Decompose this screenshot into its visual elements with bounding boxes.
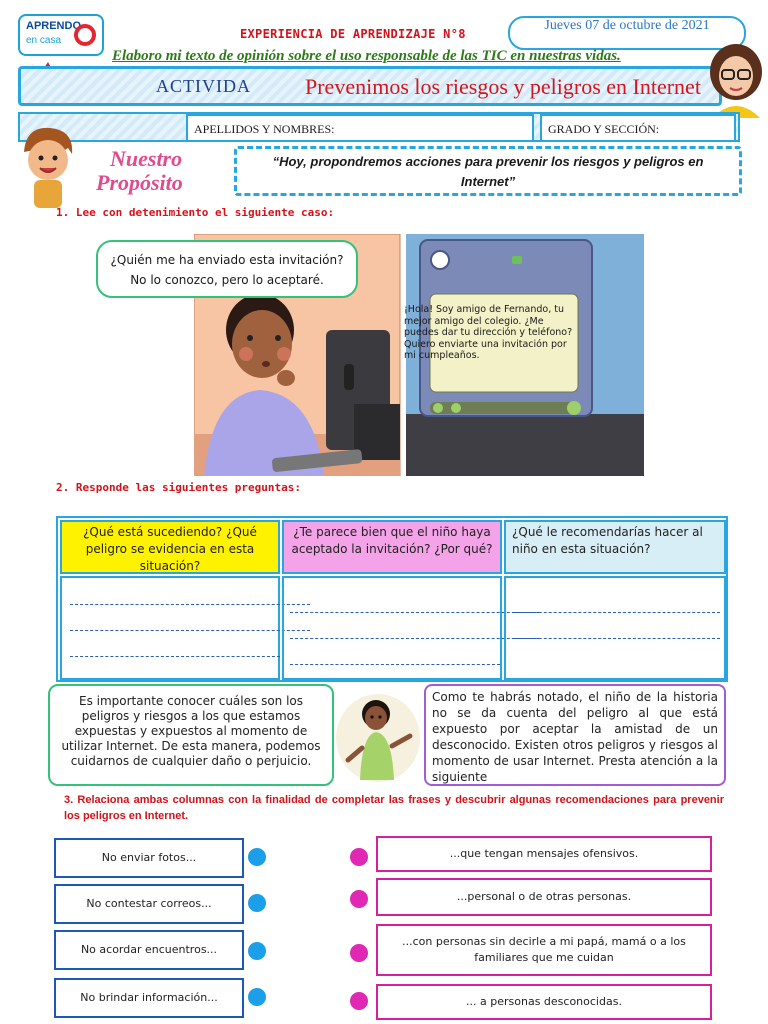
info-box-left: Es importante conocer cuáles son los peligros y riesgos a los que estamos expuestas y expuestos al momento de utilizar Internet. De esta manera, podemos cuidarnos de cualquier daño o perjuicio. bbox=[48, 684, 334, 786]
boy-avatar-icon bbox=[16, 122, 80, 210]
student-name-label: APELLIDOS Y NOMBRES: bbox=[194, 122, 335, 136]
purpose-statement: “Hoy, propondremos acciones para prevenir los riesgos y peligros en Internet” bbox=[234, 146, 742, 196]
speech-line2: No lo conozco, pero lo aceptaré. bbox=[130, 273, 324, 287]
match-dot-right-1[interactable] bbox=[350, 848, 368, 866]
speech-line1: ¿Quién me ha enviado esta invitación? bbox=[110, 253, 344, 267]
grade-section-label: GRADO Y SECCIÓN: bbox=[548, 122, 660, 136]
girl-avatar-icon bbox=[334, 688, 422, 784]
teacher-avatar-icon bbox=[706, 42, 766, 118]
answer-cell-3[interactable] bbox=[504, 576, 726, 680]
match-dot-right-2[interactable] bbox=[350, 890, 368, 908]
logo-swirl-icon bbox=[74, 24, 96, 46]
left-phrase-3: No acordar encuentros... bbox=[54, 930, 244, 970]
aprendo-en-casa-logo bbox=[18, 14, 104, 56]
step3-instruction: 3. Relaciona ambas columnas con la finalidad de completar las frases y descubrir algunas recomendaciones para prevenir los peligros en Internet. bbox=[64, 794, 724, 822]
left-phrase-4: No brindar información... bbox=[54, 978, 244, 1018]
purpose-title-line2: Propósito bbox=[96, 170, 183, 195]
answer-cell-1[interactable] bbox=[60, 576, 280, 680]
left-phrase-1: No enviar fotos... bbox=[54, 838, 244, 878]
questions-table bbox=[56, 516, 728, 682]
right-phrase-4: ... a personas desconocidas. bbox=[376, 984, 712, 1020]
chat-message: ¡Hola! Soy amigo de Fernando, tu mejor amigo del colegio. ¿Me puedes dar tu dirección y teléfono? Quiero enviarte una invitación por mi cumpleaños. bbox=[404, 304, 573, 361]
experience-title: EXPERIENCIA DE APRENDIZAJE N°8 bbox=[240, 27, 466, 41]
match-dot-left-4[interactable] bbox=[248, 988, 266, 1006]
answer-cell-2[interactable] bbox=[282, 576, 502, 680]
match-dot-left-1[interactable] bbox=[248, 848, 266, 866]
match-dot-right-3[interactable] bbox=[350, 944, 368, 962]
match-dot-right-4[interactable] bbox=[350, 992, 368, 1010]
logo-subtext: en casa bbox=[26, 35, 62, 46]
left-phrase-2: No contestar correos... bbox=[54, 884, 244, 924]
logo-text: APRENDO bbox=[26, 20, 82, 32]
activity-title: Prevenimos los riesgos y peligros en Internet bbox=[305, 74, 701, 99]
info-box-right: Como te habrás notado, el niño de la historia no se da cuenta del peligro al que está expuesto por aceptar la amistad de un desconocido. Existen otros peligros y riesgos al momento de usar Internet. Presta atención a la siguiente bbox=[424, 684, 726, 786]
match-dot-left-3[interactable] bbox=[248, 942, 266, 960]
step2-instruction: 2. Responde las siguientes preguntas: bbox=[56, 481, 302, 494]
question-1: ¿Qué está sucediendo? ¿Qué peligro se evidencia en esta situación? bbox=[60, 520, 280, 574]
activity-label: ACTIVIDA bbox=[156, 76, 251, 96]
purpose-title-line1: Nuestro bbox=[110, 146, 183, 171]
grade-section-field[interactable] bbox=[540, 114, 736, 142]
question-3: ¿Qué le recomendarías hacer al niño en esta situación? bbox=[504, 520, 726, 574]
date-badge: Jueves 07 de octubre de 2021 bbox=[508, 16, 746, 50]
student-name-field[interactable] bbox=[186, 114, 534, 142]
right-phrase-2: ...personal o de otras personas. bbox=[376, 878, 712, 916]
question-2: ¿Te parece bien que el niño haya aceptado la invitación? ¿Por qué? bbox=[282, 520, 502, 574]
step1-instruction: 1. Lee con detenimiento el siguiente caso: bbox=[56, 206, 335, 219]
slogan: Elaboro mi texto de opinión sobre el uso responsable de las TIC en nuestras vidas. bbox=[112, 48, 621, 64]
right-phrase-3: ...con personas sin decirle a mi papá, mamá o a los familiares que me cuidan bbox=[376, 924, 712, 976]
right-phrase-1: ...que tengan mensajes ofensivos. bbox=[376, 836, 712, 872]
match-dot-left-2[interactable] bbox=[248, 894, 266, 912]
speech-bubble bbox=[96, 240, 358, 298]
